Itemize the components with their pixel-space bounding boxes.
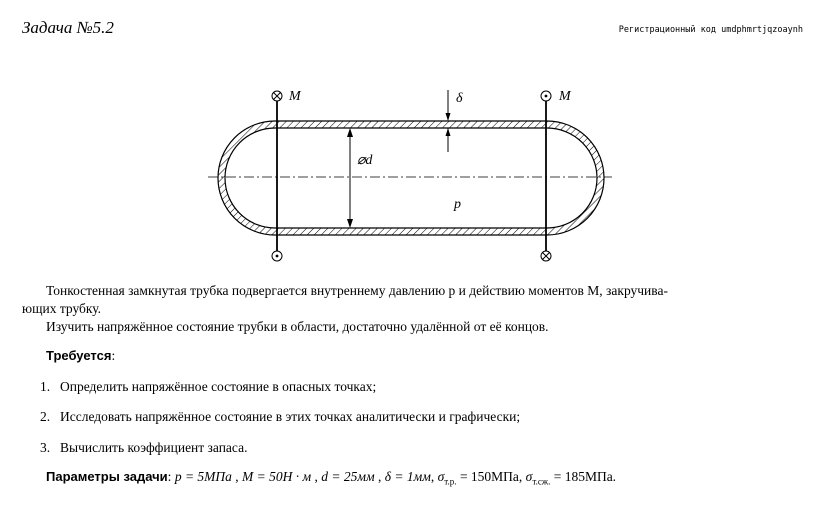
param-p: p = 5МПа [174,469,232,484]
problem-parameters: Параметры задачи: p = 5МПа , M = 50Н · м , d = 25мм , δ = 1мм, $\sigma_{т.р.} = 150МПа$, $\sigma_{т.сж.} = 185МПа$. [46,469,617,487]
requirement-text: Вычислить коэффициент запаса. [60,440,248,455]
description-line-1: Тонкостенная замкнутая трубка подвергается внутреннему давлению p и действию моментов M, закручива- [46,283,668,298]
thickness-label: δ [456,91,463,106]
requirements-colon: : [111,348,116,363]
description-line-3: Изучить напряжённое состояние трубки в области, достаточно удалённой от её концов. [46,319,549,334]
sigma-subscript: т.р. [444,476,457,487]
problem-title: Задача №5.2 [22,18,114,37]
requirement-text: Исследовать напряжённое состояние в этих точках аналитически и графически; [60,409,521,424]
requirement-number: 1. [40,379,51,394]
requirements-heading-text: Требуется [46,348,112,363]
requirement-number: 3. [40,440,51,455]
sigma-symbol: σ [437,469,445,484]
pressure-label: p [454,197,461,212]
param-d: d = 25мм [321,469,375,484]
param-sigma-tension [437,469,519,487]
requirement-text: Определить напряжённое состояние в опасных точках; [60,379,377,394]
requirement-item [40,409,520,425]
param-M: M = 50Н · м [242,469,312,484]
moment-label-right: M [559,89,571,104]
requirements-heading [46,348,115,364]
param-sigma-compression [525,469,617,487]
sigma-value: = 185МПа. [550,469,617,484]
parameters-heading: Параметры задачи [46,469,168,484]
problem-description [22,282,807,318]
moment-into-page-icon-right [541,251,551,261]
description-line-2: ющих трубку. [22,301,102,316]
moment-into-page-icon-left [272,91,282,101]
moment-out-of-page-icon-left [272,251,282,261]
requirement-number: 2. [40,409,51,424]
task-statement [22,318,807,336]
requirement-item [40,440,247,456]
registration-code: Регистрационный код umdphmrtjqzoaynh [618,25,803,35]
tube-diagram [200,80,620,270]
diameter-label: ⌀d [357,153,373,168]
moment-out-of-page-icon-right [541,91,551,101]
requirement-item [40,379,376,395]
diameter-arrow [347,128,353,228]
sigma-symbol: σ [525,469,533,484]
sigma-subscript: т.сж. [532,476,551,487]
sigma-value: = 150МПа [456,469,519,484]
param-delta: δ = 1мм [384,469,431,484]
moment-label-left: M [289,89,301,104]
